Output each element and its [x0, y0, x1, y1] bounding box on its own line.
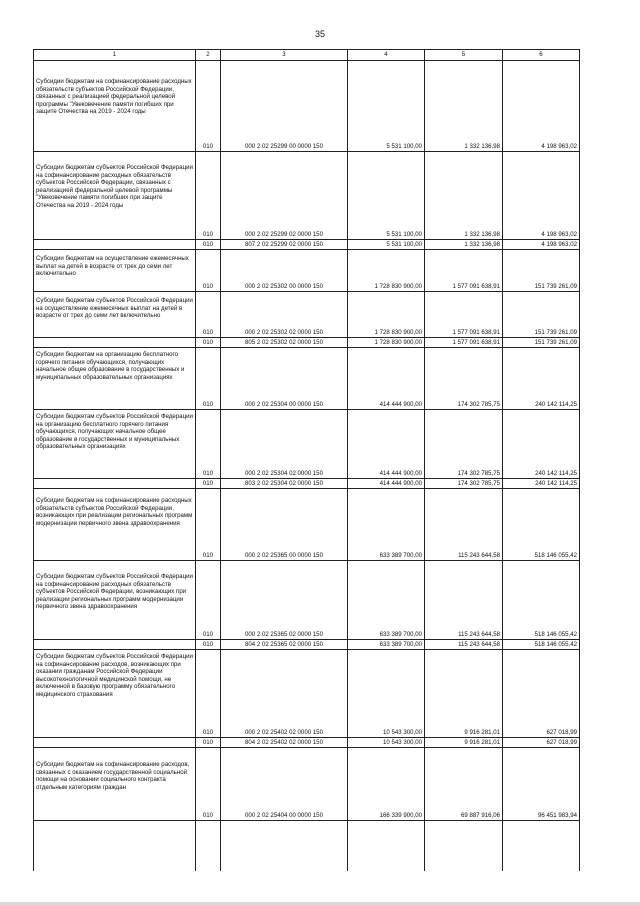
row-remaining: 240 142 114,25: [503, 479, 580, 489]
row-description: Субсидии бюджетам на софинансирование расходных обязательств субъектов Российской Федерации, возникающих при реализации региональных программ модернизации первичного звена здравоохранения: [34, 489, 196, 561]
row-description: Субсидии бюджетам на софинансирование расходных обязательств субъектов Российской Федерации, связанных с реализацией федеральной целевой программы "Увековечение памяти погибших при защите Отечества на 2019 - 2024 годы: [34, 61, 196, 152]
row-line-code: 010: [196, 61, 221, 152]
row-approved: 10 543 300,00: [348, 650, 425, 738]
row-approved: 414 444 900,00: [348, 479, 425, 489]
table-row: [34, 821, 580, 871]
row-description: [34, 338, 196, 348]
row-executed: 115 243 644,58: [425, 640, 503, 650]
row-description: [34, 738, 196, 748]
row-executed: 69 887 916,06: [425, 748, 503, 821]
row-description: Субсидии бюджетам субъектов Российской Федерации на софинансирование расходных обязательств субъектов Российской Федерации, связанных с реализацией федеральной целевой программы "Увековечение памяти погибших при защите Отечества на 2019 - 2024 годы: [34, 152, 196, 240]
empty-cell: [425, 821, 503, 871]
row-description: Субсидии бюджетам субъектов Российской Федерации на софинансирование расходов, возникающих при оказании гражданам Российской Федерации высокотехнологичной медицинской помощи, не включенной в базовую программу обязательного медицинского страхования: [34, 650, 196, 738]
row-line-code: 010: [196, 650, 221, 738]
empty-cell: [503, 821, 580, 871]
table-header-row: [34, 50, 580, 61]
table-row: [34, 348, 580, 410]
row-budget-code: 000 2 02 25299 00 0000 150: [221, 61, 348, 152]
row-budget-code: 804 2 02 25365 02 0000 150: [221, 640, 348, 650]
table-row: [34, 489, 580, 561]
row-line-code: 010: [196, 152, 221, 240]
row-line-code: 010: [196, 338, 221, 348]
row-approved: 166 339 900,00: [348, 748, 425, 821]
row-budget-code: 804 2 02 25402 02 0000 150: [221, 738, 348, 748]
table-row: [34, 410, 580, 479]
empty-cell: [34, 821, 196, 871]
row-budget-code: 000 2 02 25299 02 0000 150: [221, 152, 348, 240]
row-approved: 633 389 700,00: [348, 561, 425, 640]
row-remaining: 151 739 261,09: [503, 338, 580, 348]
row-approved: 1 728 830 900,00: [348, 338, 425, 348]
row-executed: 115 243 644,58: [425, 489, 503, 561]
header-col-5: 5: [425, 50, 503, 61]
header-col-1: 1: [34, 50, 196, 61]
budget-table: [33, 49, 580, 871]
row-executed: 1 577 091 638,91: [425, 338, 503, 348]
table-row: [34, 479, 580, 489]
row-executed: 174 302 785,75: [425, 479, 503, 489]
row-budget-code: 000 2 02 25365 02 0000 150: [221, 561, 348, 640]
row-line-code: 010: [196, 561, 221, 640]
row-description: [34, 240, 196, 250]
row-remaining: 627 018,99: [503, 738, 580, 748]
row-executed: 174 302 785,75: [425, 348, 503, 410]
row-line-code: 010: [196, 410, 221, 479]
row-remaining: 151 739 261,09: [503, 250, 580, 292]
row-line-code: 010: [196, 748, 221, 821]
table-row: [34, 152, 580, 240]
row-line-code: 010: [196, 250, 221, 292]
row-executed: 1 577 091 638,91: [425, 292, 503, 338]
row-line-code: 010: [196, 292, 221, 338]
row-remaining: 4 198 963,02: [503, 61, 580, 152]
row-remaining: 240 142 114,25: [503, 410, 580, 479]
row-executed: 9 916 281,01: [425, 650, 503, 738]
row-line-code: 010: [196, 640, 221, 650]
row-line-code: 010: [196, 240, 221, 250]
row-line-code: 010: [196, 479, 221, 489]
table-row: [34, 738, 580, 748]
row-line-code: 010: [196, 348, 221, 410]
row-executed: 1 332 136,98: [425, 152, 503, 240]
empty-cell: [348, 821, 425, 871]
row-description: [34, 479, 196, 489]
header-col-6: 6: [503, 50, 580, 61]
row-executed: 9 916 281,01: [425, 738, 503, 748]
row-approved: 633 389 700,00: [348, 640, 425, 650]
row-approved: 1 728 830 900,00: [348, 250, 425, 292]
row-budget-code: 000 2 02 25402 02 0000 150: [221, 650, 348, 738]
row-approved: 5 531 100,00: [348, 240, 425, 250]
header-col-4: 4: [348, 50, 425, 61]
row-description: Субсидии бюджетам на софинансирование расходов, связанных с оказанием государственной социальной помощи на основании социального контракта отдельным категориям граждан: [34, 748, 196, 821]
row-approved: 5 531 100,00: [348, 152, 425, 240]
row-approved: 10 543 300,00: [348, 738, 425, 748]
row-remaining: 627 018,99: [503, 650, 580, 738]
row-budget-code: 805 2 02 25302 02 0000 150: [221, 338, 348, 348]
row-remaining: 518 146 055,42: [503, 489, 580, 561]
header-col-3: 3: [221, 50, 348, 61]
row-budget-code: 000 2 02 25304 00 0000 150: [221, 348, 348, 410]
row-executed: 1 332 136,98: [425, 61, 503, 152]
row-line-code: 010: [196, 738, 221, 748]
row-remaining: 4 198 963,02: [503, 240, 580, 250]
table-row: [34, 561, 580, 640]
row-description: Субсидии бюджетам субъектов Российской Федерации на организацию бесплатного горячего питания обучающихся, получающих начальное общее образование в государственных и муниципальных образовательных организациях: [34, 410, 196, 479]
table-row: [34, 292, 580, 338]
row-description: Субсидии бюджетам субъектов Российской Федерации на осуществление ежемесячных выплат на детей в возрасте от трех до семи лет включительно: [34, 292, 196, 338]
row-approved: 414 444 900,00: [348, 348, 425, 410]
row-budget-code: 000 2 02 25302 02 0000 150: [221, 292, 348, 338]
table-row: [34, 61, 580, 152]
empty-cell: [221, 821, 348, 871]
row-budget-code: 803 2 02 25304 02 0000 150: [221, 479, 348, 489]
row-approved: 633 389 700,00: [348, 489, 425, 561]
row-description: Субсидии бюджетам на организацию бесплатного горячего питания обучающихся, получающих начальное общее образование в государственных и муниципальных образовательных организациях: [34, 348, 196, 410]
row-description: [34, 640, 196, 650]
table-row: [34, 650, 580, 738]
row-remaining: 518 146 055,42: [503, 640, 580, 650]
row-remaining: 96 451 983,94: [503, 748, 580, 821]
table-row: [34, 640, 580, 650]
row-approved: 5 531 100,00: [348, 61, 425, 152]
row-budget-code: 000 2 02 25304 02 0000 150: [221, 410, 348, 479]
table-row: [34, 240, 580, 250]
row-remaining: 4 198 963,02: [503, 152, 580, 240]
row-budget-code: 000 2 02 25302 00 0000 150: [221, 250, 348, 292]
table-row: [34, 748, 580, 821]
row-description: Субсидии бюджетам на осуществление ежемесячных выплат на детей в возрасте от трех до семи лет включительно: [34, 250, 196, 292]
row-executed: 1 577 091 638,91: [425, 250, 503, 292]
row-description: Субсидии бюджетам субъектов Российской Федерации на софинансирование расходных обязательств субъектов Российской Федерации, возникающих при реализации региональных программ модернизации первичного звена здравоохранения: [34, 561, 196, 640]
row-approved: 414 444 900,00: [348, 410, 425, 479]
row-budget-code: 807 2 02 25299 02 0000 150: [221, 240, 348, 250]
row-remaining: 518 146 055,42: [503, 561, 580, 640]
row-budget-code: 000 2 02 25404 00 0000 150: [221, 748, 348, 821]
row-executed: 1 332 136,98: [425, 240, 503, 250]
table-row: [34, 338, 580, 348]
header-col-2: 2: [196, 50, 221, 61]
row-approved: 1 728 830 900,00: [348, 292, 425, 338]
row-budget-code: 000 2 02 25365 00 0000 150: [221, 489, 348, 561]
row-remaining: 240 142 114,25: [503, 348, 580, 410]
table-row: [34, 250, 580, 292]
page-number: 35: [314, 29, 325, 39]
row-executed: 115 243 644,58: [425, 561, 503, 640]
row-line-code: 010: [196, 489, 221, 561]
empty-cell: [196, 821, 221, 871]
row-remaining: 151 739 261,09: [503, 292, 580, 338]
row-executed: 174 302 785,75: [425, 410, 503, 479]
